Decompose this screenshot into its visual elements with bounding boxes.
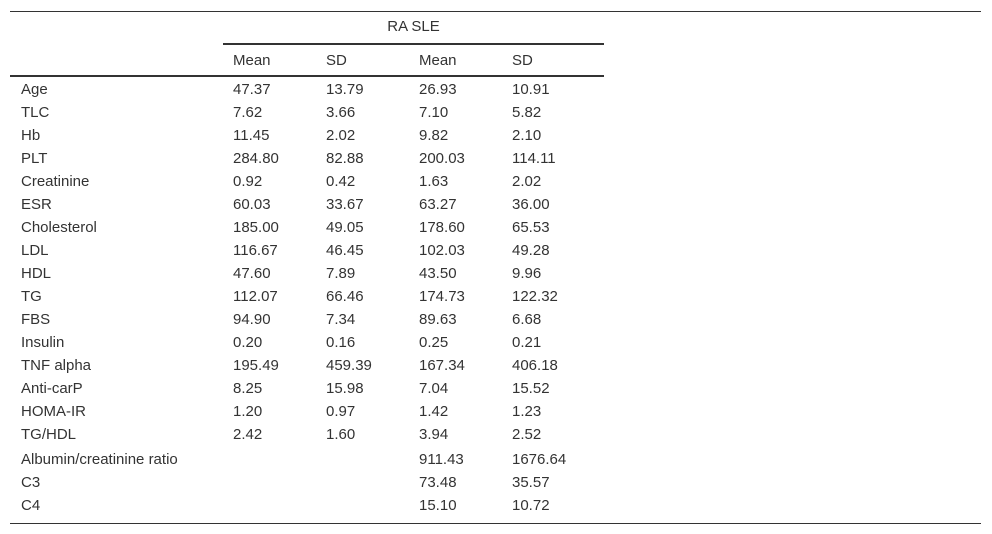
row-label: Albumin/creatinine ratio xyxy=(21,451,178,468)
table-cell: 122.32 xyxy=(512,288,558,305)
table-cell: 36.00 xyxy=(512,196,550,213)
row-label: C4 xyxy=(21,497,41,514)
table-cell: 1.20 xyxy=(233,403,263,420)
table-cell: 15.52 xyxy=(512,380,550,397)
group-header: RA SLE xyxy=(387,18,440,35)
row-label: TLC xyxy=(21,104,50,121)
table-cell: 60.03 xyxy=(233,196,271,213)
table-cell: 0.16 xyxy=(326,334,356,351)
table-cell: 9.96 xyxy=(512,265,542,282)
table-cell: 2.02 xyxy=(512,173,542,190)
table-cell: 43.50 xyxy=(419,265,457,282)
table-cell: 114.11 xyxy=(512,150,556,167)
table-cell: 5.82 xyxy=(512,104,542,121)
table-cell: 8.25 xyxy=(233,380,263,397)
column-header-rule xyxy=(10,75,604,77)
table-cell: 200.03 xyxy=(419,150,465,167)
table-cell: 66.46 xyxy=(326,288,364,305)
table-cell: 47.60 xyxy=(233,265,271,282)
table-cell: 7.04 xyxy=(419,380,449,397)
table-cell: 0.21 xyxy=(512,334,542,351)
table-cell: 94.90 xyxy=(233,311,271,328)
table-cell: 2.42 xyxy=(233,426,263,443)
table-cell: 459.39 xyxy=(326,357,372,374)
row-label: Age xyxy=(21,81,48,98)
table-cell: 112.07 xyxy=(233,288,278,305)
table-cell: 1676.64 xyxy=(512,451,567,468)
table-cell: 73.48 xyxy=(419,474,457,491)
table-cell: 406.18 xyxy=(512,357,558,374)
table-cell: 0.25 xyxy=(419,334,449,351)
table-cell: 185.00 xyxy=(233,219,279,236)
table-cell: 6.68 xyxy=(512,311,542,328)
row-label: TNF alpha xyxy=(21,357,92,374)
row-label: Anti-carP xyxy=(21,380,83,397)
table-cell: 167.34 xyxy=(419,357,465,374)
table-cell: 35.57 xyxy=(512,474,550,491)
table-cell: 63.27 xyxy=(419,196,457,213)
table-cell: 102.03 xyxy=(419,242,465,259)
table-cell: 1.60 xyxy=(326,426,356,443)
table-cell: 116.67 xyxy=(233,242,278,259)
row-label: Creatinine xyxy=(21,173,90,190)
column-header-mean-2: Mean xyxy=(419,52,457,69)
row-label: HOMA-IR xyxy=(21,403,86,420)
row-label: Insulin xyxy=(21,334,65,351)
table-cell: 2.10 xyxy=(512,127,542,144)
table-cell: 2.02 xyxy=(326,127,356,144)
table-cell: 49.05 xyxy=(326,219,364,236)
table-cell: 0.92 xyxy=(233,173,263,190)
row-label: Hb xyxy=(21,127,41,144)
table-cell: 2.52 xyxy=(512,426,542,443)
table-cell: 0.42 xyxy=(326,173,356,190)
column-header-sd-1: SD xyxy=(326,52,347,69)
group-header-rule xyxy=(223,43,604,45)
table-cell: 26.93 xyxy=(419,81,457,98)
row-label: PLT xyxy=(21,150,48,167)
column-header-mean-1: Mean xyxy=(233,52,271,69)
table-cell: 33.67 xyxy=(326,196,364,213)
table-cell: 1.23 xyxy=(512,403,542,420)
table-cell: 46.45 xyxy=(326,242,364,259)
table-cell: 49.28 xyxy=(512,242,550,259)
table-cell: 9.82 xyxy=(419,127,449,144)
table-cell: 195.49 xyxy=(233,357,279,374)
table-cell: 10.91 xyxy=(512,81,550,98)
table-cell: 65.53 xyxy=(512,219,550,236)
table-cell: 11.45 xyxy=(233,127,270,144)
row-label: Cholesterol xyxy=(21,219,97,236)
table-cell: 15.10 xyxy=(419,497,457,514)
table-cell: 3.94 xyxy=(419,426,449,443)
table-cell: 1.63 xyxy=(419,173,449,190)
row-label: TG/HDL xyxy=(21,426,77,443)
row-label: TG xyxy=(21,288,42,305)
row-label: HDL xyxy=(21,265,52,282)
table-cell: 47.37 xyxy=(233,81,271,98)
table-cell: 1.42 xyxy=(419,403,449,420)
table-cell: 10.72 xyxy=(512,497,550,514)
table-cell: 7.89 xyxy=(326,265,356,282)
table-cell: 0.97 xyxy=(326,403,356,420)
data-table xyxy=(10,11,981,524)
row-label: ESR xyxy=(21,196,52,213)
table-cell: 89.63 xyxy=(419,311,457,328)
column-header-sd-2: SD xyxy=(512,52,533,69)
table-cell: 7.62 xyxy=(233,104,263,121)
table-cell: 7.10 xyxy=(419,104,449,121)
table-cell: 82.88 xyxy=(326,150,364,167)
table-cell: 911.43 xyxy=(419,451,464,468)
table-cell: 13.79 xyxy=(326,81,364,98)
table-cell: 7.34 xyxy=(326,311,356,328)
row-label: C3 xyxy=(21,474,41,491)
table-cell: 0.20 xyxy=(233,334,263,351)
table-cell: 178.60 xyxy=(419,219,465,236)
row-label: LDL xyxy=(21,242,49,259)
table-cell: 15.98 xyxy=(326,380,364,397)
table-cell: 284.80 xyxy=(233,150,279,167)
table-cell: 3.66 xyxy=(326,104,356,121)
table-cell: 174.73 xyxy=(419,288,465,305)
row-label: FBS xyxy=(21,311,51,328)
